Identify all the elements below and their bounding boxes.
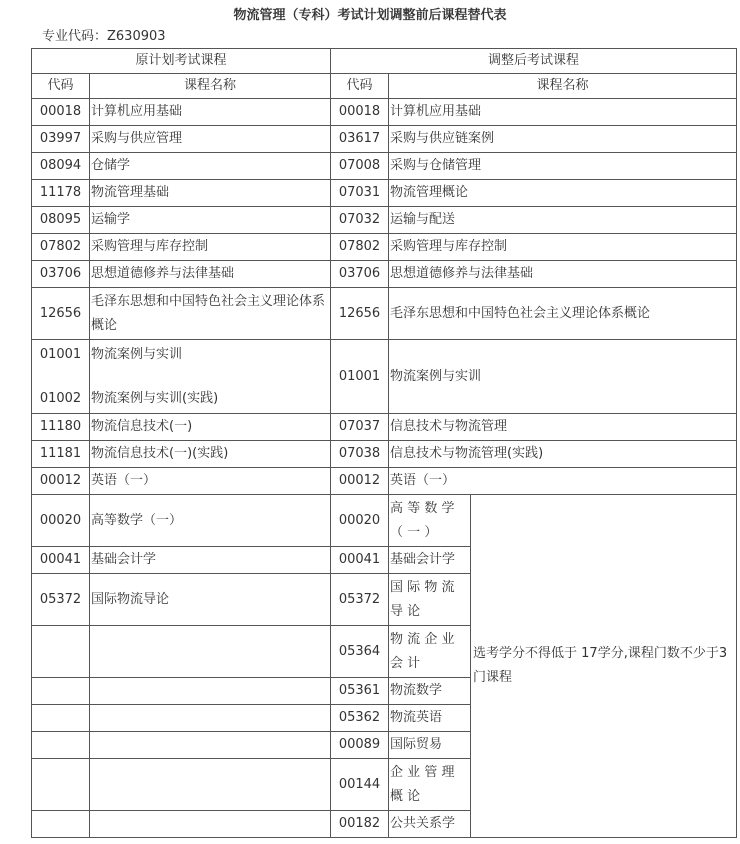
original-name: 物流案例与实训: [91, 346, 183, 362]
original-name: [90, 678, 331, 705]
header-row-groups: [32, 49, 737, 74]
adjusted-code: 00018: [331, 99, 389, 126]
original-name: 国际物流导论: [90, 574, 331, 626]
table-row: [32, 207, 737, 234]
original-name: 高等数学（一）: [90, 495, 331, 547]
original-name: 英语（一）: [90, 468, 331, 495]
table-row: [32, 99, 737, 126]
header-code: 代码: [331, 74, 389, 99]
adjusted-name: 毛泽东思想和中国特色社会主义理论体系概论: [389, 288, 737, 340]
adjusted-code: 07037: [331, 414, 389, 441]
table-row: [32, 468, 737, 495]
adjusted-code: 00041: [331, 547, 389, 574]
table-row: [32, 441, 737, 468]
elective-requirement-note: 选考学分不得低于 17学分,课程门数不少于3门课程: [471, 495, 737, 838]
adjusted-code: 07038: [331, 441, 389, 468]
adjusted-name: 物流案例与实训: [389, 340, 737, 414]
original-name: 物流管理基础: [90, 180, 331, 207]
original-code: 12656: [32, 288, 90, 340]
original-code: 11181: [32, 441, 90, 468]
adjusted-code: 00089: [331, 732, 389, 759]
original-name: 运输学: [90, 207, 331, 234]
original-code: [32, 705, 90, 732]
adjusted-code: 12656: [331, 288, 389, 340]
original-name: 物流信息技术(一): [90, 414, 331, 441]
original-name: [90, 705, 331, 732]
original-code: [32, 759, 90, 811]
adjusted-name: 思想道德修养与法律基础: [389, 261, 737, 288]
header-row-columns: [32, 74, 737, 99]
original-code: 11180: [32, 414, 90, 441]
adjusted-name: 采购管理与库存控制: [389, 234, 737, 261]
original-name: [90, 811, 331, 838]
adjusted-name: 高等数学（一）: [389, 495, 471, 547]
header-original: 原计划考试课程: [32, 49, 331, 74]
table-row: [32, 126, 737, 153]
adjusted-code: 05362: [331, 705, 389, 732]
table-row: [32, 261, 737, 288]
adjusted-name: 采购与供应链案例: [389, 126, 737, 153]
original-name: [90, 732, 331, 759]
original-code: 01002: [39, 390, 82, 406]
adjusted-code: 07032: [331, 207, 389, 234]
table-row: [32, 288, 737, 340]
adjusted-name: 运输与配送: [389, 207, 737, 234]
original-name: 采购与供应管理: [90, 126, 331, 153]
major-code: 专业代码：Z630903: [42, 29, 166, 44]
original-name: 计算机应用基础: [90, 99, 331, 126]
adjusted-name: 国际贸易: [389, 732, 471, 759]
adjusted-code: 05364: [331, 626, 389, 678]
original-code: 11178: [32, 180, 90, 207]
adjusted-code: 01001: [331, 340, 389, 414]
original-code: 03997: [32, 126, 90, 153]
original-name-group: [90, 340, 331, 414]
original-name: [90, 759, 331, 811]
original-name: [90, 626, 331, 678]
table-row: [32, 180, 737, 207]
adjusted-code: 07008: [331, 153, 389, 180]
original-name: 采购管理与库存控制: [90, 234, 331, 261]
table-row: [32, 340, 737, 414]
original-code: 08095: [32, 207, 90, 234]
header-name: 课程名称: [90, 74, 331, 99]
original-name: 物流信息技术(一)(实践): [90, 441, 331, 468]
table-row: [32, 414, 737, 441]
original-code: 03706: [32, 261, 90, 288]
original-code: 01001: [39, 346, 82, 362]
original-code: 00018: [32, 99, 90, 126]
original-code: 05372: [32, 574, 90, 626]
original-code: [32, 678, 90, 705]
adjusted-code: 07802: [331, 234, 389, 261]
adjusted-code: 00182: [331, 811, 389, 838]
adjusted-code: 03617: [331, 126, 389, 153]
header-code: 代码: [32, 74, 90, 99]
table-row: [32, 153, 737, 180]
adjusted-code: 07031: [331, 180, 389, 207]
original-code: [32, 626, 90, 678]
original-code: [32, 811, 90, 838]
original-code-group: [32, 340, 90, 414]
table-row: [32, 495, 737, 547]
original-code: 00012: [32, 468, 90, 495]
adjusted-code: 03706: [331, 261, 389, 288]
original-name: 毛泽东思想和中国特色社会主义理论体系概论: [90, 288, 331, 340]
adjusted-code: 00144: [331, 759, 389, 811]
adjusted-name: 基础会计学: [389, 547, 471, 574]
adjusted-name: 英语（一）: [389, 468, 737, 495]
adjusted-name: 采购与仓储管理: [389, 153, 737, 180]
original-code: 00020: [32, 495, 90, 547]
adjusted-code: 05361: [331, 678, 389, 705]
course-table: [31, 48, 737, 838]
original-code: 07802: [32, 234, 90, 261]
original-name: 基础会计学: [90, 547, 331, 574]
original-name: 仓储学: [90, 153, 331, 180]
header-adjusted: 调整后考试课程: [331, 49, 737, 74]
original-code: 08094: [32, 153, 90, 180]
adjusted-name: 信息技术与物流管理: [389, 414, 737, 441]
adjusted-name: 信息技术与物流管理(实践): [389, 441, 737, 468]
adjusted-name: 国际物流导论: [389, 574, 471, 626]
adjusted-code: 00012: [331, 468, 389, 495]
adjusted-name: 物流管理概论: [389, 180, 737, 207]
original-name: 物流案例与实训(实践): [91, 390, 219, 406]
table-row: [32, 234, 737, 261]
adjusted-name: 公共关系学: [389, 811, 471, 838]
adjusted-name: 物流英语: [389, 705, 471, 732]
adjusted-name: 物流数学: [389, 678, 471, 705]
adjusted-code: 05372: [331, 574, 389, 626]
adjusted-name: 物流企业会计: [389, 626, 471, 678]
adjusted-name: 企业管理概论: [389, 759, 471, 811]
adjusted-name: 计算机应用基础: [389, 99, 737, 126]
page-title: 物流管理（专科）考试计划调整前后课程替代表: [233, 8, 507, 23]
original-code: [32, 732, 90, 759]
original-name: 思想道德修养与法律基础: [90, 261, 331, 288]
original-code: 00041: [32, 547, 90, 574]
header-name: 课程名称: [389, 74, 737, 99]
adjusted-code: 00020: [331, 495, 389, 547]
